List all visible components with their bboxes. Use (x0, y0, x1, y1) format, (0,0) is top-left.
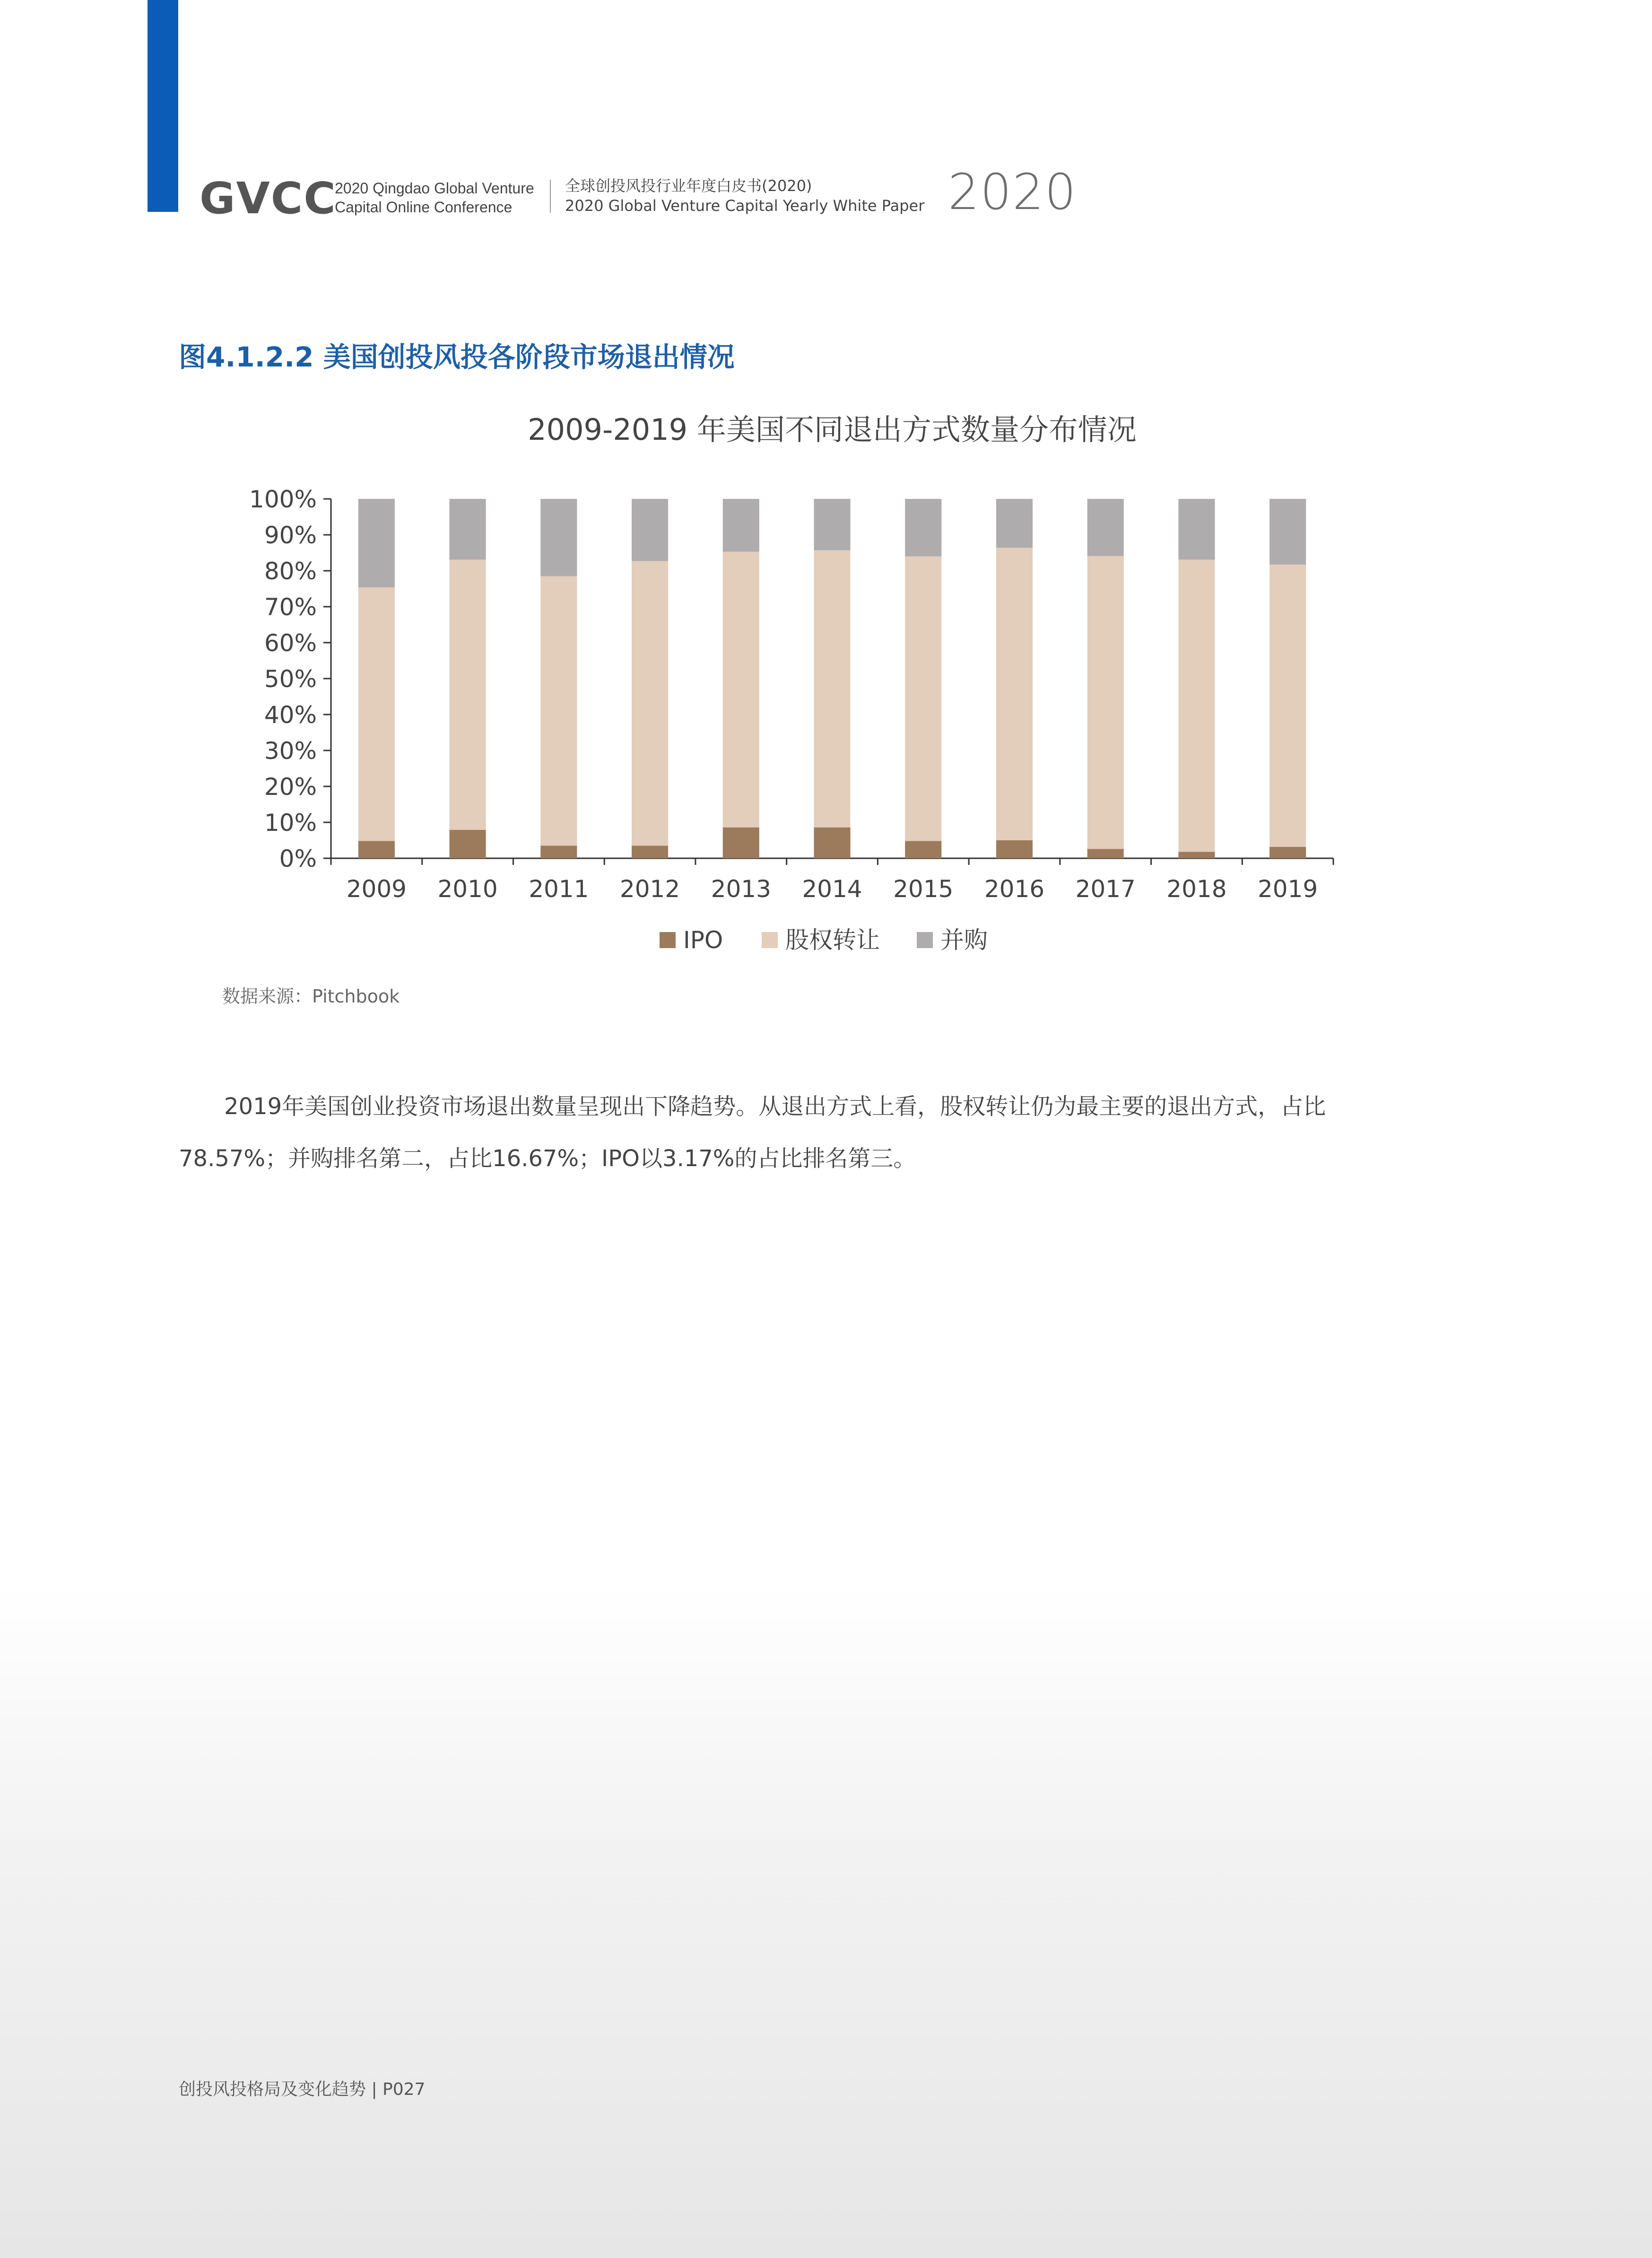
bar-equity-transfer-2018 (1178, 559, 1215, 852)
legend-swatch-ipo (660, 932, 676, 948)
chart-title: 2009-2019 年美国不同退出方式数量分布情况 (528, 412, 1137, 447)
paper-title-cn: 全球创投风投行业年度白皮书(2020) (565, 177, 812, 195)
data-source: 数据来源：Pitchbook (222, 986, 400, 1007)
y-tick-label: 70% (264, 593, 317, 621)
y-tick-label: 90% (264, 522, 317, 549)
page-footer: 创投风投格局及变化趋势 | P027 (179, 2080, 426, 2099)
bar-ipo-2013 (723, 828, 759, 858)
y-tick-label: 0% (279, 845, 317, 872)
x-tick-label: 2019 (1258, 875, 1318, 903)
conference-name-line1: 2020 Qingdao Global Venture (335, 180, 534, 197)
bar-ipo-2016 (996, 840, 1033, 858)
bar-ipo-2015 (905, 841, 941, 858)
x-tick-label: 2016 (984, 875, 1045, 903)
bar-equity-transfer-2017 (1087, 556, 1124, 849)
x-tick-label: 2010 (437, 875, 498, 903)
legend-swatch-ma (917, 932, 933, 948)
paper-title (565, 176, 924, 216)
bar-ipo-2014 (814, 828, 850, 858)
y-tick-label: 60% (264, 629, 317, 657)
header-divider (550, 180, 551, 213)
bar-equity-transfer-2015 (905, 557, 941, 841)
x-tick-label: 2012 (619, 875, 680, 903)
body-paragraph (179, 1081, 1427, 1185)
header-year: 2020 (948, 163, 1077, 221)
conference-name (335, 179, 534, 217)
x-tick-label: 2017 (1075, 875, 1136, 903)
bar-equity-transfer-2012 (632, 561, 668, 846)
bar-ipo-2010 (450, 830, 486, 858)
bar-equity-transfer-2009 (358, 587, 395, 841)
figure-caption: 图4.1.2.2 美国创投风投各阶段市场退出情况 (179, 341, 735, 373)
y-tick-label: 20% (264, 773, 317, 801)
bar-ipo-2011 (540, 846, 577, 858)
x-tick-label: 2014 (802, 875, 862, 903)
bar-ma-2009 (358, 499, 395, 587)
bar-ma-2013 (723, 499, 759, 552)
bar-equity-transfer-2010 (450, 559, 486, 830)
bar-equity-transfer-2011 (540, 576, 577, 846)
bar-ma-2019 (1269, 499, 1306, 565)
y-tick-label: 50% (264, 665, 317, 693)
bar-ma-2011 (540, 499, 577, 576)
x-tick-label: 2018 (1166, 875, 1227, 903)
bar-ipo-2009 (358, 841, 395, 858)
y-tick-label: 30% (264, 737, 317, 765)
background-cityscape (0, 1584, 1652, 2258)
paper-title-en: 2020 Global Venture Capital Yearly White Paper (565, 197, 925, 215)
conference-name-line2: Capital Online Conference (335, 199, 513, 216)
bar-equity-transfer-2019 (1269, 565, 1306, 847)
bar-ipo-2018 (1178, 852, 1215, 858)
bar-ma-2015 (905, 499, 941, 557)
bar-equity-transfer-2016 (996, 548, 1033, 840)
bar-ma-2010 (450, 499, 486, 559)
legend-swatch-equity-transfer (762, 932, 778, 948)
gvcc-logo: GVCC (200, 173, 337, 224)
legend-label: IPO (683, 926, 723, 954)
bar-ma-2012 (632, 499, 668, 561)
bar-ma-2014 (814, 499, 850, 550)
bar-ma-2016 (996, 499, 1033, 548)
bar-ipo-2019 (1269, 847, 1306, 858)
exit-distribution-chart (199, 402, 1390, 1017)
bar-ma-2018 (1178, 499, 1215, 559)
bar-equity-transfer-2013 (723, 552, 759, 828)
y-tick-label: 10% (264, 809, 317, 837)
legend-label: 并购 (940, 926, 988, 954)
legend-label: 股权转让 (785, 926, 880, 954)
x-tick-label: 2009 (346, 875, 407, 903)
x-tick-label: 2011 (529, 875, 589, 903)
x-tick-label: 2013 (711, 875, 771, 903)
header-accent-bar (148, 0, 178, 212)
bar-equity-transfer-2014 (814, 550, 850, 828)
body-paragraph-text: 2019年美国创业投资市场退出数量呈现出下降趋势。从退出方式上看，股权转让仍为最主要的退出方式，占比78.57%；并购排名第二，占比16.67%；IPO以3.17%的占比排名第三。 (179, 1093, 1326, 1172)
bar-ipo-2012 (632, 846, 668, 858)
y-tick-label: 40% (264, 701, 317, 729)
bar-ipo-2017 (1087, 849, 1124, 858)
y-tick-label: 100% (249, 486, 317, 513)
x-tick-label: 2015 (893, 875, 954, 903)
bar-ma-2017 (1087, 499, 1124, 556)
y-tick-label: 80% (264, 558, 317, 585)
